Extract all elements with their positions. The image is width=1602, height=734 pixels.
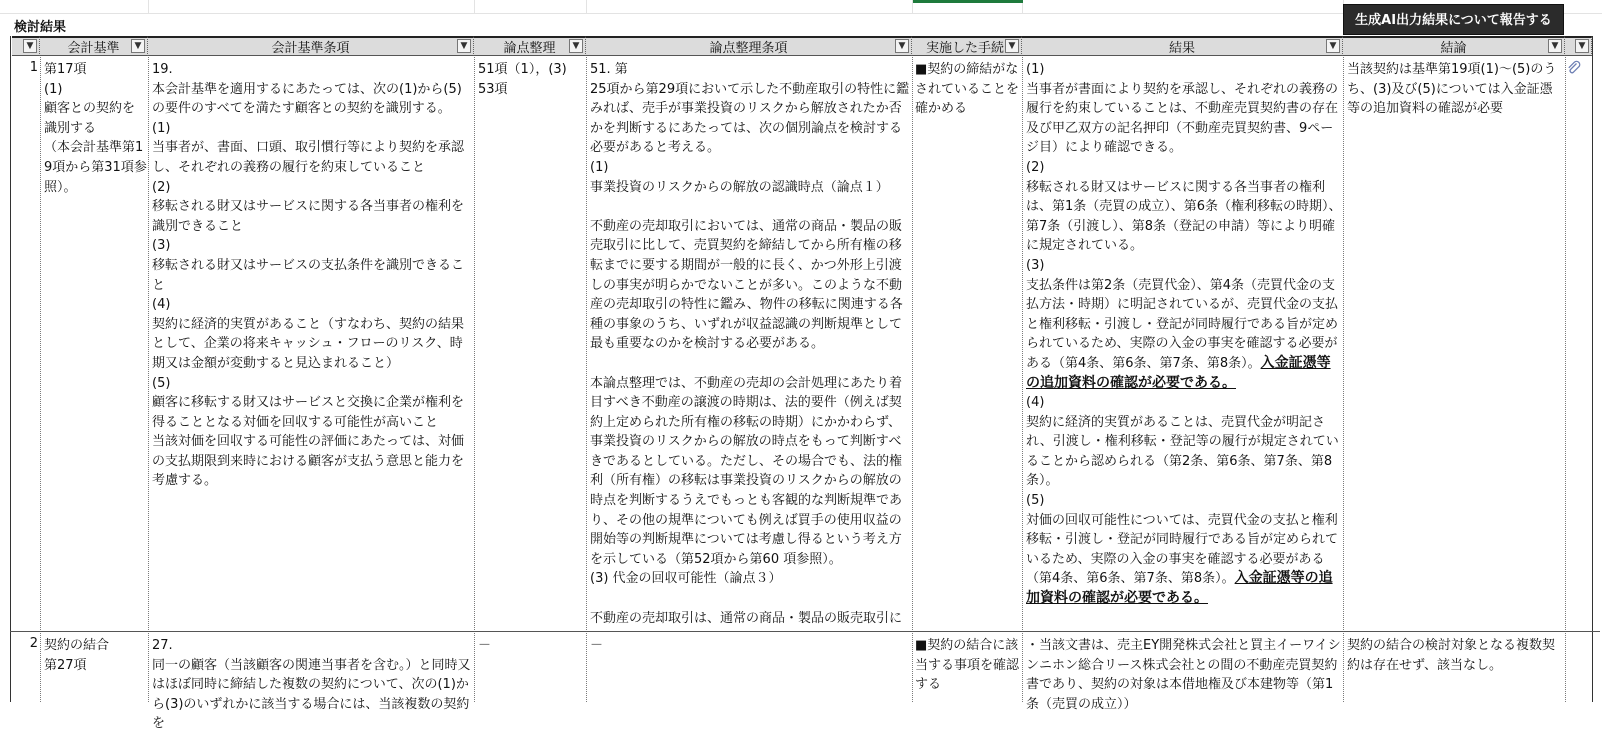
row-separator [10, 631, 1600, 632]
cell-procedure[interactable]: ■契約の結合に該当する事項を確認する [915, 638, 1020, 693]
cell-result[interactable] [1026, 60, 1342, 630]
cell-conclusion[interactable]: 契約の結合の検討対象となる複数契約は存在せず、該当なし。 [1347, 638, 1556, 673]
header-extra[interactable] [1565, 36, 1592, 56]
header-conclusion[interactable] [1343, 36, 1565, 56]
cell-conclusion[interactable]: 当該契約は基準第19項(1)～(5)のうち、(3)及び(5)については入金証憑等の追加資料の確認が必要 [1347, 62, 1557, 117]
header-issue-clause[interactable] [586, 36, 912, 56]
grid-line [586, 0, 587, 14]
dropdown-arrow-icon[interactable]: ▼ [457, 39, 471, 53]
column-divider [148, 57, 149, 702]
header-procedure[interactable] [912, 36, 1022, 56]
header-rownum[interactable] [12, 36, 40, 56]
report-ai-output-button[interactable]: 生成AI出力結果について報告する [1343, 4, 1564, 35]
cell-clause[interactable]: 27. 同一の顧客（当該顧客の関連当事者を含む。）と同時又はほぼ同時に締結した複数の契約について、次の(1)から(3)のいずれかに該当する場合には、当該複数の契約を [152, 638, 471, 732]
cell-issue[interactable]: － [478, 638, 492, 653]
row-number: 1 [29, 60, 38, 75]
paperclip-icon[interactable] [1566, 60, 1588, 76]
cell-issue[interactable]: 51項（1），(3) 53項 [478, 62, 567, 97]
header-label: 結論 [1440, 41, 1467, 56]
column-divider [1565, 57, 1566, 702]
header-standard[interactable] [40, 36, 148, 56]
cell-standard[interactable]: 契約の結合 第27項 [44, 638, 110, 673]
dropdown-arrow-icon[interactable]: ▼ [895, 39, 909, 53]
column-divider [474, 57, 475, 702]
result-emphasis: 入金証憑等の追加資料の確認が必要である。 [1026, 570, 1333, 607]
column-divider [586, 57, 587, 702]
header-label: 会計基準 [67, 41, 120, 56]
grid-line [148, 0, 149, 14]
dropdown-arrow-icon[interactable]: ▼ [1005, 39, 1019, 53]
cell-clause[interactable]: 19. 本会計基準を適用するにあたっては、次の(1)から(5)の要件のすべてを満たす顧客との契約を識別する。 (1) 当事者が、書面、口頭、取引慣行等により契約を承認し、それぞれの義務の履行を約束していること (2) 移転される財又はサービスに関する各当事者の権利を識別できること (3) 移転される財又はサービスの支払条件を識別できること (4) 契約に経済的実質があること（すなわち、契約の結果として、企業の将来キャッシュ・フローのリスク、時期又は金額が変動すると見込まれること） (5) 顧客に移転する財又はサービスと交換に企業が権利を得ることとなる対価を回収する可能性が高いこと 当該対価を回収する可能性の評価にあたっては、対価の支払期限到来時における顧客が支払う意思と能力を考慮する。 [152, 62, 465, 489]
dropdown-arrow-icon[interactable]: ▼ [23, 39, 37, 53]
column-divider [1022, 57, 1023, 702]
table-left-border [10, 36, 11, 702]
header-label: 論点整理条項 [709, 41, 788, 56]
column-divider [40, 57, 41, 702]
dropdown-arrow-icon[interactable]: ▼ [569, 39, 583, 53]
sheet-title: 検討結果 [14, 20, 67, 35]
header-result[interactable] [1022, 36, 1343, 56]
column-divider [1343, 57, 1344, 702]
header-label: 論点整理 [503, 41, 556, 56]
header-label: 会計基準条項 [271, 41, 350, 56]
dropdown-arrow-icon[interactable]: ▼ [131, 39, 145, 53]
cell-result[interactable]: ・当該文書は、売主EY開発株式会社と買主イーワイシンニホン総合リース株式会社との間の不動産売買契約書であり、契約の対象は本借地権及び本建物等（第1条（売買の成立）） [1026, 638, 1341, 712]
header-label: 実施した手続 [926, 41, 1005, 56]
dropdown-arrow-icon[interactable]: ▼ [1575, 39, 1589, 53]
result-emphasis: 入金証憑等の追加資料の確認が必要である。 [1026, 354, 1331, 391]
dropdown-arrow-icon[interactable]: ▼ [1326, 39, 1340, 53]
header-clause[interactable] [148, 36, 474, 56]
table-right-border [1592, 36, 1593, 702]
column-divider [912, 57, 913, 702]
cell-issue-clause[interactable]: 51. 第 25項から第29項において示した不動産取引の特性に鑑みれば、売手が事業投資のリスクから解放されたか否かを判断するにあたっては、次の個別論点を検討する必要があると考える。 (1) 事業投資のリスクからの解放の認識時点（論点１） 不動産の売却取引においては、通常の商品・製品の販売取引に比して、売買契約を締結してから所有権の移転までに要する期間が一般的に長く、かつ外形上引渡しの事実が明らかでないことが多い。このような不動産の売却取引の特性に鑑み、物件の移転に関連する各種の事象のうち、いずれが収益認識の判断規準として最も重要なのかを検討する必要がある。 本論点整理では、不動産の売却の会計処理にあたり着目すべき不動産の譲渡の時期は、法的要件（例えば契約上定められた所有権の移転の時期）にかかわらず、事業投資のリスクからの解放の時点をもって判断すべきであるとしている。ただし、その場合でも、法的権利（所有権）の移転は事業投資のリスクからの解放の時点を判断するうえでもっとも客観的な判断規準であり、その他の規準についても例えば買手の使用収益の開始等の判断規準については考慮し得るという考え方を示している（第52項から第60 項参照）。 (3) 代金の回収可能性（論点３） 不動産の売却取引は、通常の商品・製品の販売取引に [590, 62, 910, 626]
header-issue[interactable] [474, 36, 586, 56]
result-text: (4) 契約に経済的実質があることは、売買代金が明記され、引渡し・権利移転・登記等の履行が規定されていることから認められる（第2条、第6条、第7条、第8条）。 (5) 対価の回収可能性については、売買代金の支払と権利移転・引渡し・登記が同時履行である旨が定められているため、実際の入金の事実を確認する必要がある（第4条、第6条、第7条、第8条）。 [1026, 395, 1339, 587]
row-number: 2 [29, 636, 38, 651]
cell-procedure[interactable]: ■契約の締結がなされていることを確かめる [915, 62, 1020, 117]
grid-line [474, 0, 475, 14]
result-text: (1) 当事者が書面により契約を承認し、それぞれの義務の履行を約束していることは、不動産売買契約書の存在及び甲乙双方の記名押印（不動産売買契約書、9ページ目）により確認できる。 (2) 移転される財又はサービスに関する各当事者の権利は、第1条（売買の成立）、第6条（権利移転の時期）、第7条（引渡し）、第8条（登記の申請）等により明確に規定されている。 (3) 支払条件は第2条（売買代金）、第4条（売買代金の支払方法・時期）に明記されているが、売買代金の支払と権利移転・引渡し・登記が同時履行である旨が定められているため、実際の入金の事実を確認する必要がある（第4条、第6条、第7条、第8条）。 [1026, 62, 1342, 371]
cell-standard[interactable]: 第17項 (1) 顧客との契約を識別する （本会計基準第19項から第31項参照）。 [44, 62, 147, 195]
dropdown-arrow-icon[interactable]: ▼ [1548, 39, 1562, 53]
cell-issue-clause[interactable]: － [590, 638, 604, 653]
selected-cell-indicator [913, 0, 1023, 3]
header-label: 結果 [1168, 41, 1195, 56]
